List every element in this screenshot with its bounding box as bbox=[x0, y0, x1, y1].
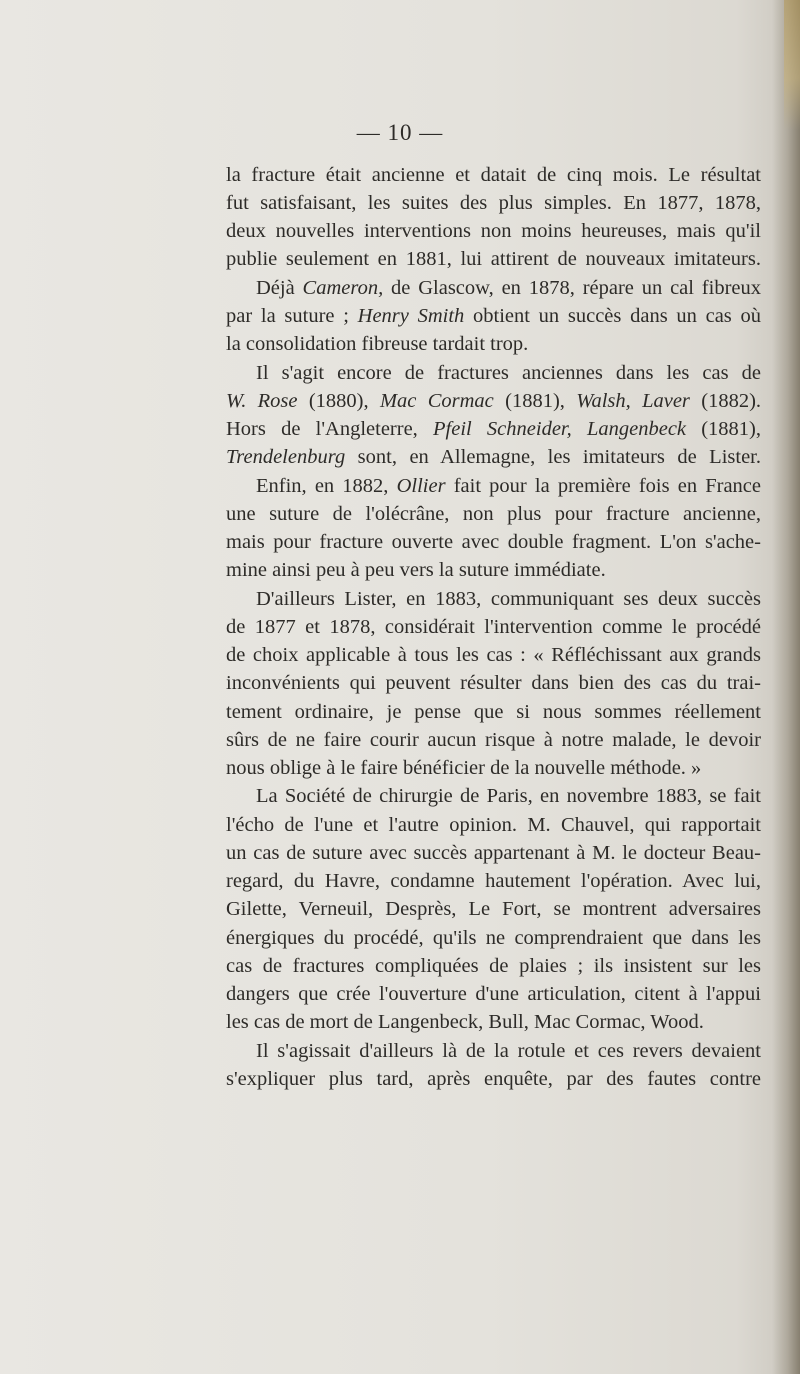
italic-name: Trendelenburg bbox=[226, 446, 346, 468]
text-run: (1880), bbox=[297, 390, 380, 412]
text-line bbox=[226, 501, 761, 528]
text-line bbox=[226, 642, 761, 669]
text-run: un cas de suture avec succès appartenant à M. le docteur Beau- bbox=[226, 842, 761, 864]
italic-name: Henry Smith bbox=[357, 305, 465, 327]
text-line bbox=[226, 331, 761, 358]
italic-name: W. Rose bbox=[226, 390, 298, 412]
text-line bbox=[226, 953, 761, 980]
text-line bbox=[226, 360, 761, 387]
italic-name: Ollier bbox=[396, 475, 446, 497]
text-line bbox=[226, 388, 761, 415]
italic-name: Mac Cormac bbox=[379, 390, 494, 412]
text-run: publie seulement en 1881, lui attirent de nouveaux imitateurs. bbox=[226, 248, 761, 270]
text-line bbox=[226, 529, 761, 556]
text-run: de 1877 et 1878, considérait l'intervention comme le procédé bbox=[226, 616, 761, 638]
text-line bbox=[226, 840, 761, 867]
text-line bbox=[226, 670, 761, 697]
text-run: Gilette, Verneuil, Desprès, Le Fort, se montrent adversaires bbox=[226, 898, 761, 920]
italic-name: Cameron, bbox=[302, 277, 384, 299]
text-line bbox=[226, 812, 761, 839]
text-run: l'écho de l'une et l'autre opinion. M. Chauvel, qui rapportait bbox=[226, 814, 761, 836]
text-run: fut satisfaisant, les suites des plus simples. En 1877, 1878, bbox=[226, 192, 761, 214]
text-line bbox=[226, 783, 761, 810]
text-run: tement ordinaire, je pense que si nous sommes réellement bbox=[226, 701, 761, 723]
text-line bbox=[226, 275, 761, 302]
text-run: de choix applicable à tous les cas : « Réfléchissant aux grands bbox=[226, 644, 761, 666]
text-run: Hors de l'Angleterre, bbox=[226, 418, 434, 440]
text-run: dangers que crée l'ouverture d'une articulation, citent à l'appui bbox=[226, 983, 761, 1005]
text-line bbox=[226, 614, 761, 641]
text-line bbox=[226, 473, 761, 500]
text-run: la fracture était ancienne et datait de cinq mois. Le résultat bbox=[226, 164, 761, 186]
text-line bbox=[226, 444, 761, 471]
italic-name: Pfeil Schneider, Langenbeck bbox=[433, 418, 687, 440]
text-run: Déjà bbox=[256, 277, 303, 299]
italic-name: Walsh, Laver bbox=[576, 390, 690, 412]
text-line bbox=[226, 699, 761, 726]
page-number: — 10 — bbox=[356, 120, 444, 145]
text-run: de Glascow, en 1878, répare un cal fibreux bbox=[383, 277, 761, 299]
text-run: sûrs de ne faire courir aucun risque à notre malade, le devoir bbox=[226, 729, 761, 751]
text-run: Il s'agit encore de fractures anciennes dans les cas de bbox=[256, 362, 761, 384]
text-line bbox=[226, 190, 761, 217]
text-line bbox=[226, 303, 761, 330]
text-line bbox=[226, 1038, 761, 1065]
text-run: énergiques du procédé, qu'ils ne comprendraient que dans les bbox=[226, 927, 761, 949]
text-run: nous oblige à le faire bénéficier de la nouvelle méthode. » bbox=[226, 757, 702, 779]
text-line bbox=[226, 925, 761, 952]
text-line bbox=[226, 586, 761, 613]
text-line bbox=[226, 416, 761, 443]
text-run: inconvénients qui peuvent résulter dans bien des cas du trai- bbox=[226, 672, 761, 694]
text-run: les cas de mort de Langenbeck, Bull, Mac Cormac, Wood. bbox=[226, 1011, 704, 1033]
page-edge-stain bbox=[784, 0, 800, 130]
text-run: la consolidation fibreuse tardait trop. bbox=[226, 333, 529, 355]
text-line bbox=[226, 218, 761, 245]
text-run: deux nouvelles interventions non moins heureuses, mais qu'il bbox=[226, 220, 761, 242]
text-run: sont, en Allemagne, les imitateurs de Lister. bbox=[345, 446, 761, 468]
text-run: par la suture ; bbox=[226, 305, 358, 327]
text-run: s'expliquer plus tard, après enquête, par des fautes contre bbox=[226, 1068, 761, 1090]
text-run: une suture de l'olécrâne, non plus pour fracture ancienne, bbox=[226, 503, 761, 525]
text-run: mais pour fracture ouverte avec double fragment. L'on s'ache- bbox=[226, 531, 761, 553]
text-run: fait pour la première fois en France bbox=[445, 475, 761, 497]
text-run: (1881), bbox=[686, 418, 762, 440]
text-line bbox=[226, 246, 761, 273]
text-run: (1881), bbox=[493, 390, 577, 412]
text-run: La Société de chirurgie de Paris, en novembre 1883, se fait bbox=[256, 785, 761, 807]
text-run: Enfin, en 1882, bbox=[256, 475, 397, 497]
text-line bbox=[226, 896, 761, 923]
text-line bbox=[226, 727, 761, 754]
text-line bbox=[226, 557, 761, 584]
page-edge-shadow bbox=[772, 0, 800, 1374]
text-run: Il s'agissait d'ailleurs là de la rotule et ces revers devaient bbox=[256, 1040, 761, 1062]
text-line bbox=[226, 981, 761, 1008]
text-line bbox=[226, 162, 761, 189]
text-line bbox=[226, 1009, 761, 1036]
text-run: D'ailleurs Lister, en 1883, communiquant ses deux succès bbox=[256, 588, 761, 610]
text-run: mine ainsi peu à peu vers la suture immédiate. bbox=[226, 559, 606, 581]
text-line bbox=[226, 1066, 761, 1093]
text-line bbox=[226, 868, 761, 895]
text-run: cas de fractures compliquées de plaies ; ils insistent sur les bbox=[226, 955, 761, 977]
text-run: (1882). bbox=[689, 390, 762, 412]
text-run: regard, du Havre, condamne hautement l'opération. Avec lui, bbox=[226, 870, 761, 892]
text-line bbox=[226, 755, 761, 782]
text-run: obtient un succès dans un cas où bbox=[464, 305, 761, 327]
